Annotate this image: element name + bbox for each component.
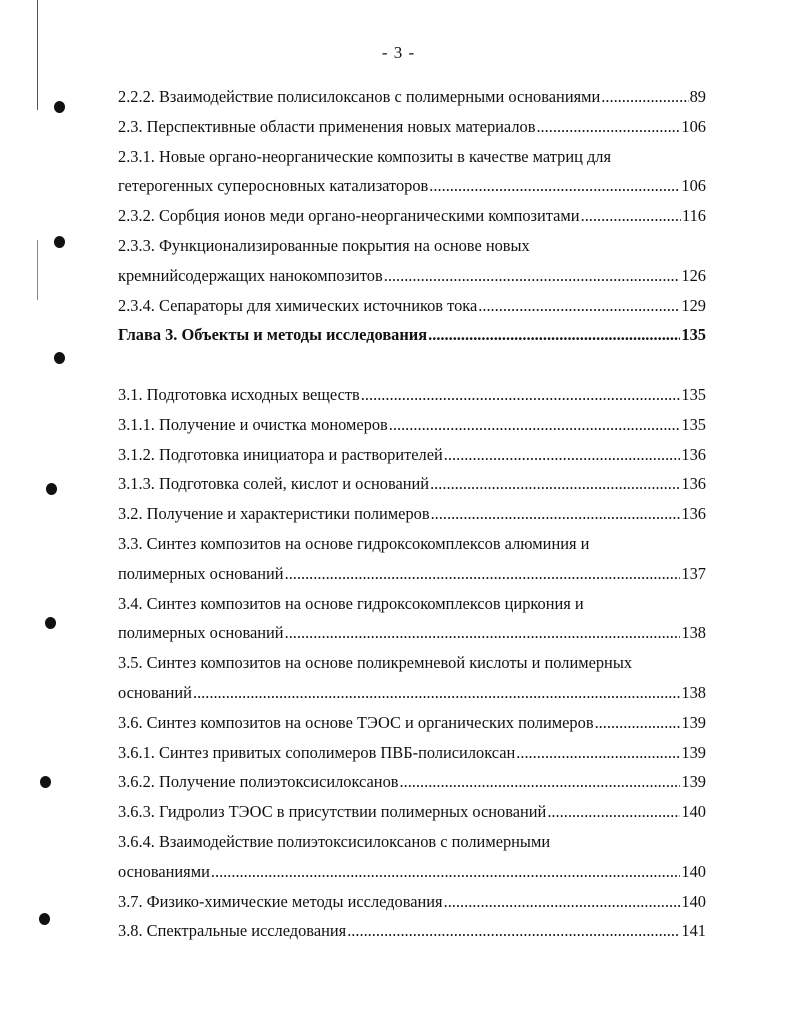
toc-entry [118,767,706,797]
toc-entry-title: 3.6.2. Получение полиэтоксисилоксанов [118,772,399,792]
toc-entry-title: 3.6.1. Синтез привитых сополимеров ПВБ-полисилоксан [118,742,516,762]
toc-dot-leader [547,797,680,827]
toc-entry [118,410,706,440]
toc-entry-page: 135 [681,384,706,404]
toc-entry-title: 3.8. Спектральные исследования [118,921,347,941]
binding-hole-mark [54,352,65,364]
toc-entry-title: основаниями [118,861,210,881]
toc-entry [118,82,706,112]
toc-entry [118,291,706,321]
toc-entry-title: 3.3. Синтез композитов на основе гидроксокомплексов алюминия и [118,533,590,553]
toc-entry [118,738,706,768]
toc-entry [118,559,706,589]
toc-entry-page: 138 [681,682,706,702]
scan-edge-line [37,0,38,1028]
toc-entry-page: 137 [681,563,706,583]
toc-entry-page: 135 [681,414,706,434]
toc-entry [118,171,706,201]
toc-dot-leader [581,201,681,231]
toc-dot-leader [389,410,681,440]
toc-entry [118,320,706,350]
toc-entry-title: 2.3.3. Функционализированные покрытия на основе новых [118,235,530,255]
toc-entry-page: 140 [681,891,706,911]
toc-entry-title: полимерных оснований [118,563,284,583]
toc-entry [118,201,706,231]
toc-entry-title: 3.6.4. Взаимодействие полиэтоксисилоксанов с полимерными [118,831,551,851]
toc-entry [118,618,706,648]
binding-hole-mark [54,101,65,113]
binding-hole-mark [45,617,56,629]
toc-entry-title: 3.1.2. Подготовка инициатора и растворителей [118,444,443,464]
toc-entry-title: 3.6. Синтез композитов на основе ТЭОС и органических полимеров [118,712,594,732]
toc-dot-leader [211,857,681,887]
toc-dot-leader [478,291,680,321]
page-number: - 3 - [381,43,416,62]
toc-dot-leader [444,440,681,470]
toc-entry-title: 2.3.1. Новые органо-неорганические композиты в качестве матриц для [118,146,612,166]
toc-entry [118,380,706,410]
toc-entry [118,589,706,619]
toc-entry-page: 141 [681,921,706,941]
toc-entry-title: кремнийсодержащих нанокомпозитов [118,265,383,285]
toc-entry [118,529,706,559]
toc-dot-leader [285,559,681,589]
toc-entry-page: 139 [681,712,706,732]
toc-entry-title: 3.2. Получение и характеристики полимеров [118,504,430,524]
toc-dot-leader [444,887,681,917]
toc-entry [118,499,706,529]
toc-dot-leader [193,678,680,708]
toc-entry-page: 136 [681,504,706,524]
table-of-contents [118,82,706,946]
toc-entry-page: 106 [681,116,706,136]
toc-entry-page: 116 [682,206,706,226]
toc-entry [118,440,706,470]
toc-entry-page: 135 [681,325,706,345]
toc-entry [118,678,706,708]
toc-entry [118,797,706,827]
toc-entry-title: 3.1. Подготовка исходных веществ [118,384,360,404]
toc-entry [118,887,706,917]
toc-entry [118,261,706,291]
toc-dot-leader [384,261,681,291]
toc-dot-leader [285,618,681,648]
toc-dot-leader [431,499,681,529]
toc-entry [118,708,706,738]
toc-entry [118,231,706,261]
toc-spacer [118,350,706,380]
toc-entry-title: 3.6.3. Гидролиз ТЭОС в присутствии полимерных оснований [118,802,547,822]
toc-dot-leader [429,171,680,201]
toc-entry [118,648,706,678]
toc-entry-title: 2.3.2. Сорбция ионов меди органо-неорганическими композитами [118,206,580,226]
toc-entry-page: 136 [681,444,706,464]
toc-dot-leader [347,916,680,946]
toc-entry-title: 2.3.4. Сепараторы для химических источников тока [118,295,478,315]
toc-dot-leader [536,112,680,142]
toc-entry-page: 89 [689,87,706,106]
toc-entry-page: 140 [681,861,706,881]
toc-dot-leader [516,738,680,768]
binding-hole-mark [39,913,50,925]
binding-hole-mark [40,776,51,788]
toc-entry-title: 3.5. Синтез композитов на основе поликремневой кислоты и полимерных [118,653,633,673]
toc-entry [118,112,706,142]
toc-entry-title: 2.2.2. Взаимодействие полисилоксанов с полимерными основаниями [118,87,601,106]
toc-entry [118,142,706,172]
toc-entry-page: 106 [681,176,706,196]
toc-entry-page: 129 [681,295,706,315]
toc-entry-title: гетерогенных суперосновных катализаторов [118,176,429,196]
toc-entry-title: 3.1.3. Подготовка солей, кислот и оснований [118,474,430,494]
toc-dot-leader [595,708,681,738]
toc-entry-page: 139 [681,772,706,792]
binding-hole-mark [46,483,57,495]
toc-dot-leader [400,767,681,797]
toc-entry-page: 139 [681,742,706,762]
toc-entry [118,469,706,499]
binding-hole-mark [54,236,65,248]
toc-entry-page: 126 [681,265,706,285]
toc-entry-title: оснований [118,682,192,702]
toc-entry-page: 140 [681,802,706,822]
toc-entry-page: 136 [681,474,706,494]
toc-entry-title: 2.3. Перспективные области применения новых материалов [118,116,536,136]
toc-dot-leader [361,380,681,410]
toc-entry-title: полимерных оснований [118,623,284,643]
toc-dot-leader [430,469,680,499]
toc-entry-page: 138 [681,623,706,643]
toc-entry-title: 3.1.1. Получение и очистка мономеров [118,414,388,434]
toc-entry [118,857,706,887]
toc-entry-title: 3.7. Физико-химические методы исследования [118,891,443,911]
toc-entry [118,916,706,946]
toc-entry-title: 3.4. Синтез композитов на основе гидроксокомплексов циркония и [118,593,584,613]
toc-entry [118,827,706,857]
toc-dot-leader [601,82,688,112]
toc-dot-leader [428,320,680,350]
toc-entry-title: Глава 3. Объекты и методы исследования [118,325,428,345]
